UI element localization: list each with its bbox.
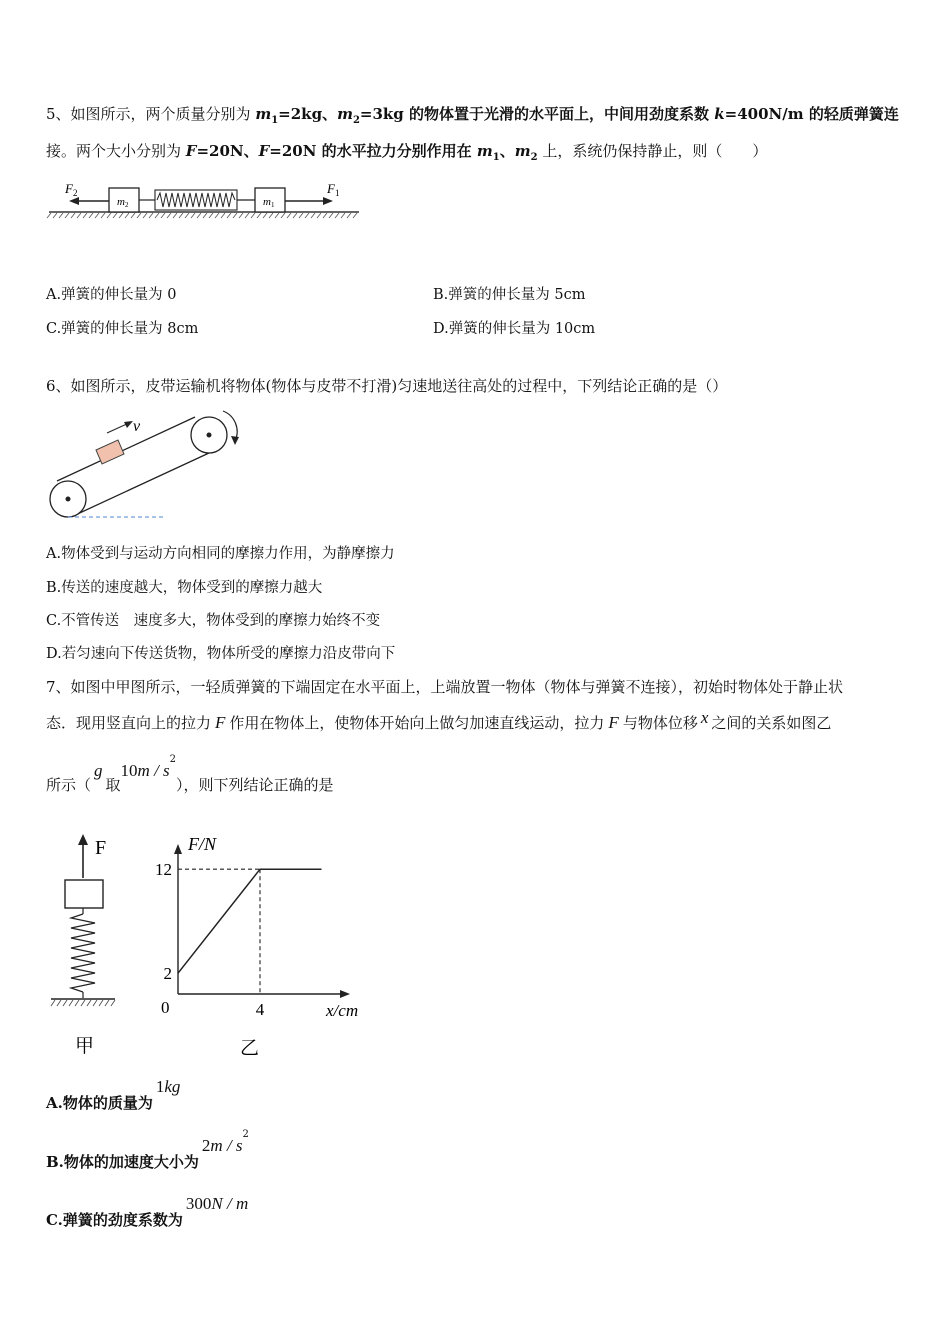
q7-stem-text: 取 <box>105 776 121 794</box>
q7-F-symbol: F <box>215 713 226 732</box>
q7-option-b-sup: 2 <box>242 1129 249 1140</box>
q7-option-c-unit-m: / m <box>222 1194 249 1213</box>
q5-k-symbol: k <box>714 105 725 123</box>
q7-option-a-unit: kg <box>164 1077 181 1096</box>
q7-option-b-unit-m: m <box>210 1136 223 1155</box>
q7-option-c-text: C.弹簧的劲度系数为 <box>46 1211 183 1229</box>
q5-m1-value: =2kg、 <box>278 105 338 123</box>
q5-option-b[interactable] <box>433 283 585 304</box>
q7-option-b-text: B.物体的加速度大小为 <box>46 1153 199 1171</box>
q6-option-b[interactable] <box>46 576 322 597</box>
q6-option-d-text: D.若匀速向下传送货物，物体所受的摩擦力沿皮带向下 <box>46 646 396 662</box>
q5-block-m2-label: m2 <box>117 196 129 209</box>
q7-option-c-unit-N: N <box>211 1194 223 1213</box>
q5-option-c[interactable] <box>46 317 198 338</box>
q6-option-d[interactable] <box>46 642 395 663</box>
q7-yi-caption: 乙 <box>240 1038 260 1059</box>
q7-stem-text: 与物体位移 <box>622 714 698 732</box>
q7-figure-jia <box>45 828 135 1058</box>
q5-F-value: =20N、 <box>196 142 259 160</box>
q7-stem-line3 <box>46 754 334 806</box>
q5-text: 5、如图所示，两个质量分别为 <box>46 105 256 123</box>
q7-yi-y-tick-label: 2 <box>163 964 172 984</box>
q5-m2-sub: 2 <box>352 115 360 126</box>
q7-stem-text: 7、如图中甲图所示，一轻质弹簧的下端固定在水平面上，上端放置一物体（物体与弹簧不连接），初始时物体处于静止状 <box>46 678 844 696</box>
q6-belt-top <box>57 417 195 481</box>
q5-figure <box>45 178 365 228</box>
q7-yi-y-tick-label: 12 <box>155 860 172 880</box>
q6-option-c[interactable] <box>46 609 380 630</box>
q5-m2-sub: 2 <box>530 152 538 163</box>
q6-option-a[interactable] <box>46 542 395 563</box>
q5-m1-symbol: m <box>476 142 493 160</box>
q5-m2-symbol: m <box>514 142 531 160</box>
q7-option-b[interactable] <box>46 1129 249 1173</box>
q6-v-label: v <box>133 418 141 435</box>
q5-option-a[interactable] <box>46 283 176 304</box>
q5-F-symbol: F <box>185 142 197 160</box>
q7-x-symbol: x <box>700 708 709 727</box>
q7-jia-caption: 甲 <box>75 1036 95 1057</box>
q6-stem-text: 6、如图所示，皮带运输机将物体(物体与皮带不打滑)匀速地送往高处的过程中，下列结论正确的是（） <box>46 377 728 395</box>
q5-F-value: =20N 的水平拉力分别作用在 <box>269 142 477 160</box>
q5-F-symbol: F <box>258 142 270 160</box>
q6-stem <box>46 375 727 396</box>
q7-g-symbol: g <box>94 761 103 780</box>
q7-stem-line1 <box>46 676 843 697</box>
q5-option-c-text: C.弹簧的伸长量为 8cm <box>46 321 199 337</box>
q5-block-m1-label: m1 <box>263 196 275 209</box>
q5-option-d-text: D.弹簧的伸长量为 10cm <box>433 321 596 337</box>
q7-stem-text: 所示（ <box>46 776 92 794</box>
q6-option-c-text: C.不管传送 速度多大，物体受到的摩擦力始终不变 <box>46 613 381 629</box>
q6-cargo-block <box>96 440 124 464</box>
q5-arrowhead-left <box>69 197 79 205</box>
q7-stem-line2 <box>46 708 832 733</box>
q7-stem-text: 作用在物体上，使物体开始向上做匀加速直线运动，拉力 <box>229 714 605 732</box>
q7-option-b-unit-s: / s <box>222 1136 243 1155</box>
q5-m1-sub: 1 <box>492 152 500 163</box>
q5-ground-hatch <box>47 213 357 218</box>
q5-text: 接。两个大小分别为 <box>46 142 186 160</box>
q7-g-unit-m: m <box>137 761 150 780</box>
q5-k-value: =400N/m 的轻质弹簧连 <box>724 105 899 123</box>
q7-option-a-value: 1 <box>155 1077 165 1096</box>
q6-conveyor-figure <box>45 405 265 525</box>
q7-stem-text: ），则下列结论正确的是 <box>176 776 334 794</box>
q7-stem-text: 态．现用竖直向上的拉力 <box>46 714 212 732</box>
q5-m2-value: =3kg 的物体置于光滑的水平面上，中间用劲度系数 <box>359 105 715 123</box>
q5-F1-label: $F_1$ <box>327 181 340 198</box>
q5-option-a-text: A.弹簧的伸长量为 0 <box>46 287 177 303</box>
q7-g-unit-s: / s <box>149 761 170 780</box>
q7-yi-x-axis-label: x/cm <box>326 1001 359 1020</box>
q7-F-symbol: F <box>608 713 619 732</box>
q5-stem-line1 <box>46 103 899 126</box>
q7-g-unit-sup: 2 <box>169 754 177 765</box>
q6-belt-bottom <box>71 453 209 517</box>
q7-option-b-value: 2 <box>201 1136 211 1155</box>
q5-stem-line2 <box>46 140 767 163</box>
q5-arrowhead-right <box>323 197 333 205</box>
q5-option-d[interactable] <box>433 317 595 338</box>
q7-jia-block <box>65 880 103 908</box>
q5-m2-symbol: m <box>337 105 353 123</box>
q7-option-a[interactable] <box>46 1078 180 1114</box>
q7-yi-origin-label: 0 <box>161 998 170 1017</box>
q7-g-value: 10 <box>120 761 138 780</box>
q7-jia-spring <box>71 914 95 992</box>
q7-option-c-value: 300 <box>185 1194 212 1213</box>
q7-stem-text: 之间的关系如图乙 <box>711 714 832 732</box>
q5-option-b-text: B.弹簧的伸长量为 5cm <box>433 287 586 303</box>
q6-option-a-text: A.物体受到与运动方向相同的摩擦力作用，为静摩擦力 <box>46 546 395 562</box>
q5-sep: 、 <box>499 142 515 160</box>
q7-figure-yi <box>140 828 370 1058</box>
q6-option-b-text: B.传送的速度越大，物体受到的摩擦力越大 <box>46 580 323 596</box>
q7-option-c[interactable] <box>46 1195 248 1231</box>
q5-m1-sub: 1 <box>271 115 279 126</box>
q5-m1-symbol: m <box>255 105 272 123</box>
q7-yi-y-axis-label: F/N <box>188 834 217 854</box>
q7-yi-x-tick-label: 4 <box>255 1000 265 1019</box>
q7-yi-series-line <box>178 869 322 973</box>
q5-text: 上，系统仍保持静止，则（ ） <box>537 142 768 160</box>
q7-option-a-text: A.物体的质量为 <box>46 1094 153 1112</box>
q5-F2-label: $F_2$ <box>65 181 78 198</box>
q7-jia-F-label: F <box>95 837 107 859</box>
